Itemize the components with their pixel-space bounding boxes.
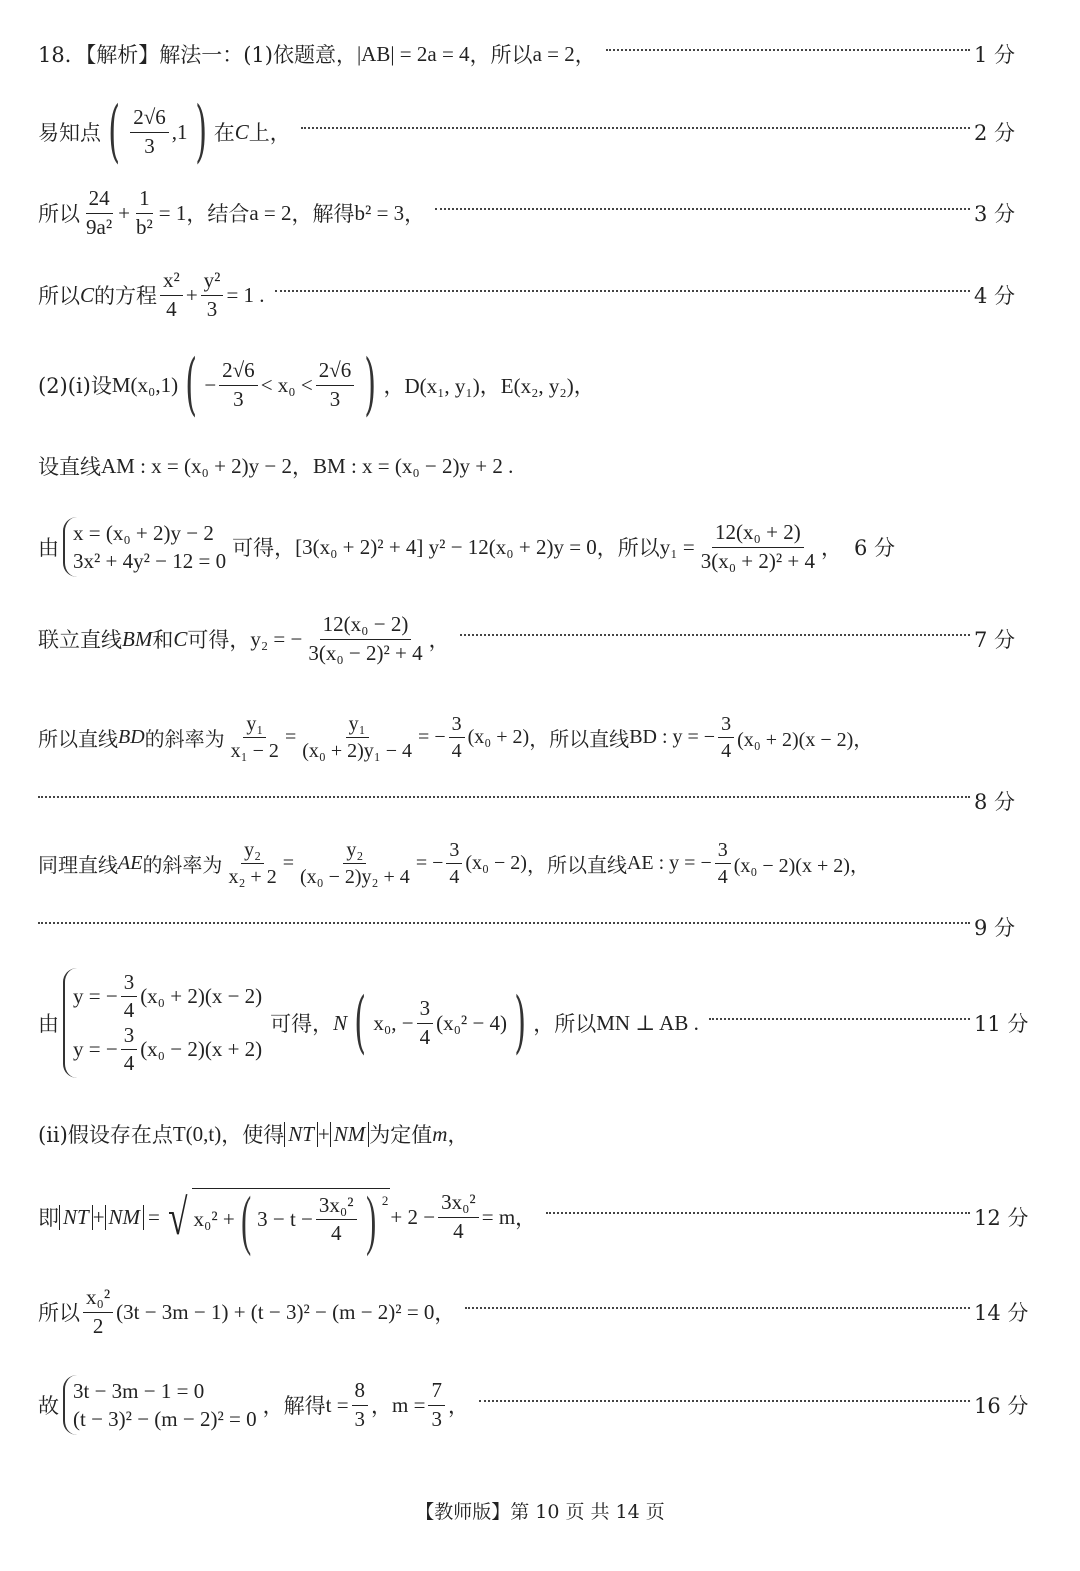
fraction: $\frac{3}{4}$ (417, 996, 434, 1049)
paren-left: ( (185, 345, 198, 424)
fraction: $\frac{\text{y₂}}{\text{(x₀ − 2)y₂ + 4}}$ (299, 838, 410, 888)
math: + (185, 282, 198, 307)
fraction: $\frac{1}{\text{b²}}$ (135, 186, 153, 239)
text: 设直线 (38, 455, 101, 479)
math: [3(x₀ + 2)² + 4] y² − 12(x₀ + 2)y = 0 (295, 534, 597, 559)
solution-line-14 (38, 1116, 1080, 1152)
text: 在 (213, 121, 235, 145)
text: 所以直线 (38, 726, 118, 751)
score-label: 14 分 (974, 1301, 1029, 1325)
math: y₁ = (659, 534, 695, 559)
score-label: 8 分 (974, 790, 1016, 814)
text: 的斜率为 (144, 726, 225, 751)
math: (x₀ − 2) (465, 851, 527, 874)
fraction: $\frac{\text{y₂}}{\text{x₂ + 2}}$ (228, 838, 277, 888)
solution-line-15 (38, 1172, 1080, 1262)
solution-line-2 (38, 92, 1080, 171)
fraction: $\frac{\text{y₁}}{\text{x₁ − 2}}$ (230, 712, 279, 762)
text: 的方程 (94, 284, 158, 308)
text: ， (447, 1394, 469, 1418)
paren-right: ) (514, 983, 527, 1062)
solution-line-12 (38, 912, 1080, 942)
leader-dots (435, 208, 970, 210)
fraction: $\frac{3}{4}$ (449, 712, 465, 763)
math: = (148, 1204, 160, 1229)
math: C (234, 119, 249, 144)
math: (x₀² − 4) (436, 1010, 508, 1035)
fraction: $\frac{3}{4}$ (446, 838, 462, 889)
text: 故 (38, 1394, 59, 1418)
score-label: 1 分 (974, 43, 1016, 67)
solution-line-10 (38, 786, 1080, 816)
text: ，使得 (221, 1123, 285, 1147)
math: BM (122, 626, 153, 651)
text: ，所以 (533, 1012, 597, 1036)
text: (ii)假设存在点 (38, 1123, 173, 1147)
math: a = 2 (249, 200, 292, 225)
math: NM (105, 1205, 145, 1230)
text: 上， (248, 121, 291, 145)
text: ，解得 (262, 1394, 326, 1418)
text: 可得， (270, 1012, 334, 1036)
solution-line-17 (38, 1372, 1080, 1438)
math: + (118, 200, 130, 225)
solution-line-8 (38, 608, 1080, 670)
leader-dots (465, 1307, 970, 1309)
math: (x₀ + 2) (467, 725, 530, 748)
leader-dots (38, 922, 970, 924)
text: ，所以 (596, 536, 660, 560)
math: BD (118, 725, 145, 748)
text: 由 (38, 1012, 59, 1036)
fraction: $\frac{\text{y²}}{3}$ (201, 268, 224, 321)
text: 所以 (38, 284, 80, 308)
math: AM : x = (x₀ + 2)y − 2 (101, 453, 293, 478)
score-label: 12 分 (974, 1206, 1029, 1230)
paren-right: ) (364, 345, 377, 424)
math: (x₀ + 2)(x − 2)， (737, 728, 874, 751)
solution-line-11 (38, 832, 1080, 894)
math: + (92, 1204, 105, 1229)
equation-system: y = − $\frac{3}{4}$ (x₀ + 2)(x − 2) y = − $\frac{3}{4}$ (x₀ − 2)(x + 2) (63, 968, 262, 1079)
math: T(0,t) (172, 1121, 222, 1146)
text: 可得， (187, 628, 251, 652)
leader-dots (301, 127, 970, 129)
score-label: 11 分 (974, 1012, 1029, 1036)
math: x₀, − (373, 1010, 414, 1035)
text: 的斜率为 (142, 852, 223, 877)
score-label: 3 分 (974, 202, 1016, 226)
fraction: $\frac{8}{3}$ (352, 1378, 369, 1431)
text: 所以 (38, 202, 80, 226)
solution-line-3 (38, 184, 1080, 242)
math: N (333, 1010, 348, 1035)
math: (3t − 3m − 1) + (t − 3)² − (m − 2)² = 0 (116, 1299, 435, 1324)
math: BM : x = (x₀ − 2)y + 2 . (313, 453, 514, 478)
equation-system: 3t − 3m − 1 = 0 (t − 3)² − (m − 2)² = 0 (63, 1375, 257, 1436)
text: ，所以直线 (526, 852, 627, 877)
text: 18．【解析】解法一：(1)依题意， (38, 43, 357, 67)
text: ，所以直线 (529, 726, 630, 751)
math: + 2 − (390, 1204, 436, 1229)
fraction: $\frac{7}{3}$ (428, 1378, 445, 1431)
math: m = (392, 1392, 426, 1417)
fraction: $\frac{2√6}{3}$ (130, 105, 169, 158)
text: 同理直线 (38, 852, 118, 877)
text: 即 (38, 1206, 59, 1230)
text: (2)(i)设 (38, 374, 112, 398)
math: = (282, 851, 294, 874)
math: NT (59, 1205, 93, 1230)
text: ， (404, 202, 426, 226)
fraction: $\frac{\text{12(x₀ − 2)}}{\text{3(x₀ − 2)² + 4}}$ (308, 612, 423, 665)
solution-line-9 (38, 706, 1080, 768)
fraction: $\frac{\text{x²}}{4}$ (160, 268, 183, 321)
text: ， (574, 43, 596, 67)
math: m (432, 1121, 448, 1146)
text: ， (428, 628, 450, 652)
leader-dots (546, 1212, 970, 1214)
solution-line-16 (38, 1282, 1080, 1342)
math: AE (118, 851, 143, 874)
score-label: 4 分 (974, 284, 1016, 308)
text: 可得， (232, 536, 296, 560)
math: ，D(x₁, y₁)，E(x₂, y₂)， (383, 374, 595, 398)
text: 为定值 (369, 1123, 433, 1147)
solution-line-7 (38, 514, 1080, 580)
score-label: 16 分 (974, 1394, 1029, 1418)
math: t = (325, 1392, 349, 1417)
text: ， (434, 1301, 456, 1325)
math: = (284, 725, 297, 748)
text: 联立直线 (38, 628, 122, 652)
text: ， (821, 536, 843, 560)
math: − (204, 372, 217, 397)
page-footer: 【教师版】第 10 页 共 14 页 (415, 1501, 665, 1523)
math: y₂ = − (250, 626, 303, 651)
math: ,1 (171, 119, 188, 144)
fraction: $\frac{\text{12(x₀ + 2)}}{\text{3(x₀ + 2)² + 4}}$ (700, 520, 816, 573)
math: AE : y = − (626, 851, 712, 874)
text: 由 (38, 536, 59, 560)
text: ， (447, 1123, 469, 1147)
text: 所以 (38, 1301, 80, 1325)
fraction: $\frac{\text{y₁}}{\text{(x₀ + 2)y₁ − 4}}$ (302, 712, 413, 762)
leader-dots (479, 1400, 970, 1402)
math: = − (415, 851, 444, 874)
solution-line-6 (38, 448, 1080, 484)
text: 易知点 (38, 121, 101, 145)
math: C (173, 626, 188, 651)
fraction: $\frac{3}{4}$ (718, 712, 734, 763)
math: NT (284, 1122, 318, 1147)
fraction: $\frac{2√6}{3}$ (316, 358, 355, 411)
math: = 1 . (226, 282, 265, 307)
text: 和 (152, 628, 174, 652)
text: ， (292, 455, 314, 479)
math: (x₀ − 2)(x + 2)， (733, 854, 870, 877)
fraction: $\frac{24}{\text{9a²}}$ (86, 186, 113, 239)
solution-line-13 (38, 960, 1080, 1086)
paren-left: ( (108, 92, 121, 171)
math: = m (481, 1204, 516, 1229)
score-label: 9 分 (974, 916, 1016, 940)
leader-dots (606, 49, 970, 51)
fraction: $\frac{\text{x₀²}}{2}$ (83, 1285, 113, 1338)
text: ，所以 (469, 43, 533, 67)
math: + (317, 1121, 330, 1146)
score-label: 2 分 (974, 121, 1016, 145)
equation-system: x = (x₀ + 2)y − 2 3x² + 4y² − 12 = 0 (63, 517, 226, 578)
math: = − (418, 725, 446, 748)
leader-dots (709, 1018, 970, 1020)
math: |AB| = 2a = 4 (356, 41, 470, 66)
math: a = 2 (532, 41, 575, 66)
math: MN ⊥ AB . (596, 1010, 699, 1035)
solution-line-4 (38, 266, 1080, 324)
math: b² = 3 (354, 200, 405, 225)
score-label: 6 分 (854, 536, 896, 560)
math: C (80, 282, 95, 307)
math: = 1 (158, 200, 187, 225)
square-root: √ x₀² + ( 3 − t − $\frac{\text{3x₀²}}{4}$ ) $^2$ (168, 1181, 389, 1257)
text: ， (371, 1394, 393, 1418)
leader-dots (460, 634, 970, 636)
solution-line-1 (38, 36, 1080, 72)
math: M(x₀,1) (111, 372, 179, 397)
fraction: $\frac{2√6}{3}$ (219, 358, 258, 411)
math: BD : y = − (629, 725, 716, 748)
score-label: 7 分 (974, 628, 1016, 652)
leader-dots (38, 796, 970, 798)
math: < x₀ < (260, 372, 313, 397)
fraction: $\frac{3}{4}$ (715, 838, 731, 889)
text: ， (515, 1206, 537, 1230)
fraction: $\frac{\text{3x₀²}}{4}$ (438, 1190, 479, 1243)
solution-line-5 (38, 345, 1080, 424)
leader-dots (275, 290, 970, 292)
paren-right: ) (194, 92, 207, 171)
math: NM (330, 1122, 370, 1147)
paren-left: ( (354, 983, 367, 1062)
text: ，解得 (291, 202, 355, 226)
text: ，结合 (186, 202, 250, 226)
